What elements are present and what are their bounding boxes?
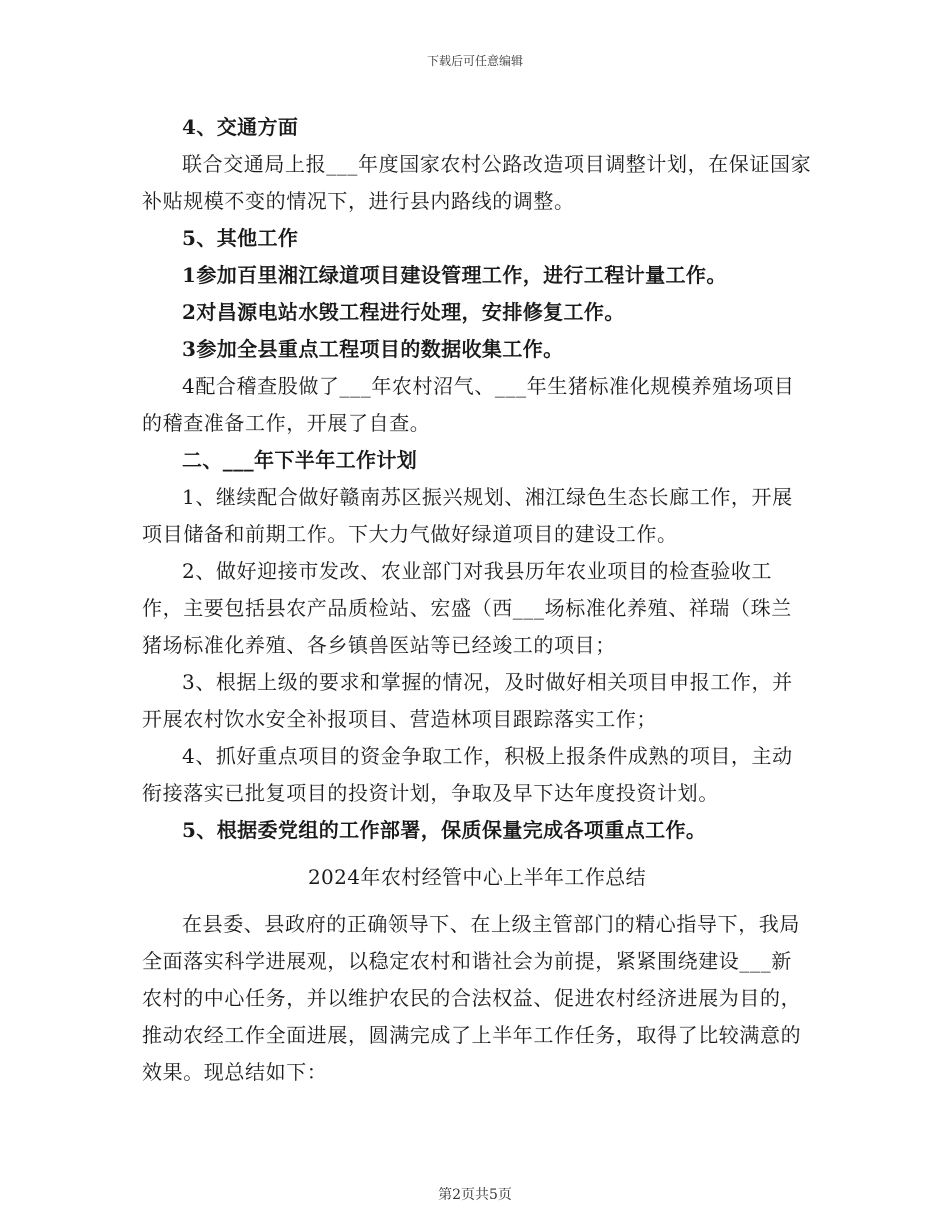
section-heading-other-work: 5、其他工作 bbox=[182, 226, 299, 250]
plan-item-2: 2、做好迎接市发改、农业部门对我县历年农业项目的检查验收工作，主要包括县农产品质检站、宏盛（西___场标准化养殖、祥瑞（珠兰猪场标准化养殖、各乡镇兽医站等已经竣工的项目； bbox=[142, 559, 792, 657]
list-item-data-collection: 3参加全县重点工程项目的数据收集工作。 bbox=[182, 337, 564, 361]
document-title: 2024年农村经管中心上半年工作总结 bbox=[307, 865, 647, 889]
list-item-power-station: 2对昌源电站水毁工程进行处理，安排修复工作。 bbox=[182, 300, 625, 324]
plan-item-5: 5、根据委党组的工作部署，保质保量完成各项重点工作。 bbox=[182, 818, 707, 842]
plan-item-3: 3、根据上级的要求和掌握的情况，及时做好相关项目申报工作，并开展农村饮水安全补报项目、营造林项目跟踪落实工作； bbox=[142, 670, 793, 731]
list-item-greenway: 1参加百里湘江绿道项目建设管理工作，进行工程计量工作。 bbox=[182, 263, 727, 287]
intro-paragraph: 在县委、县政府的正确领导下、在上级主管部门的精心指导下，我局全面落实科学进展观，以稳定农村和谐社会为前提，紧紧围绕建设___新农村的中心任务，并以维护农民的合法权益、促进农村经济进展为目的，推动农经工作全面进展，圆满完成了上半年工作任务，取得了比较满意的效果。现总结如下： bbox=[142, 912, 802, 1084]
section-heading-transport: 4、交通方面 bbox=[182, 115, 299, 139]
plan-item-4: 4、抓好重点项目的资金争取工作，积极上报条件成熟的项目，主动衔接落实已批复项目的投资计划，争取及早下达年度投资计划。 bbox=[142, 744, 793, 805]
page-header: 下载后可任意编辑 bbox=[426, 54, 523, 68]
paragraph-transport: 联合交通局上报___年度国家农村公路改造项目调整计划，在保证国家补贴规模不变的情况下，进行县内路线的调整。 bbox=[142, 152, 812, 213]
page-footer: 第2页共5页 bbox=[438, 1187, 512, 1203]
plan-item-1: 1、继续配合做好赣南苏区振兴规划、湘江绿色生态长廊工作，开展项目储备和前期工作。下大力气做好绿道项目的建设工作。 bbox=[142, 485, 793, 546]
document-body bbox=[142, 109, 812, 1091]
list-item-audit: 4配合稽查股做了___年农村沼气、___年生猪标准化规模养殖场项目的稽查准备工作，开展了自查。 bbox=[142, 374, 795, 435]
section-heading-second-half-plan: 二、___年下半年工作计划 bbox=[182, 448, 418, 472]
